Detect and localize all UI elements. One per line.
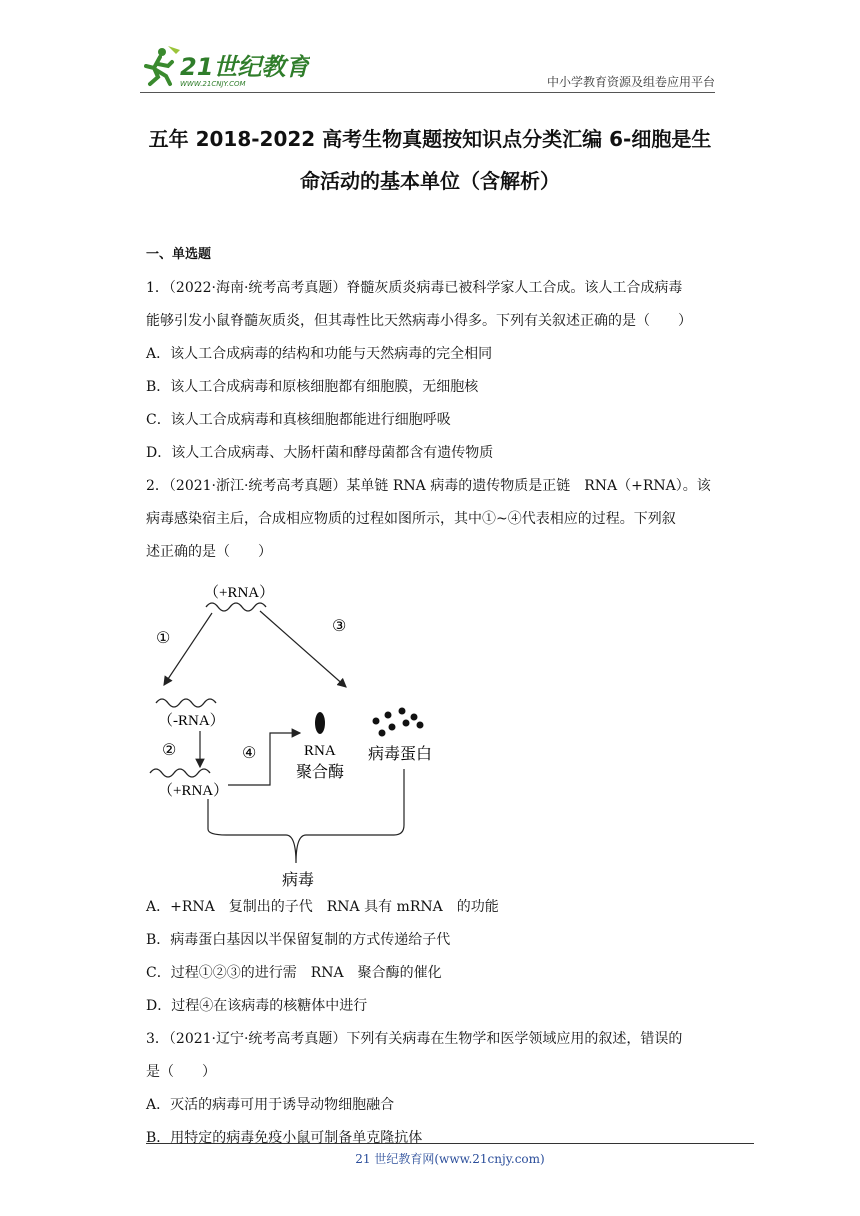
option-a: A．灭活的病毒可用于诱导动物细胞融合 bbox=[146, 1097, 395, 1113]
question-1 bbox=[146, 272, 716, 470]
option-d: D．该人工合成病毒、大肠杆菌和酵母菌都含有遗传物质 bbox=[146, 445, 494, 461]
site-logo[interactable] bbox=[140, 44, 310, 92]
document-body bbox=[146, 238, 716, 1155]
option-d: D．过程④在该病毒的核糖体中进行 bbox=[146, 998, 368, 1014]
title-line-2: 命活动的基本单位（含解析） bbox=[300, 169, 560, 193]
section-heading: 一、单选题 bbox=[146, 247, 212, 262]
question-3 bbox=[146, 1023, 716, 1155]
arrow-step-1 bbox=[164, 613, 212, 685]
option-b: B．病毒蛋白基因以半保留复制的方式传递给子代 bbox=[146, 932, 451, 948]
question-text-line: 能够引发小鼠脊髓灰质炎，但其毒性比天然病毒小得多。下列有关叙述正确的是（ ） bbox=[146, 313, 692, 329]
svg-text:WWW.21CNJY.COM: WWW.21CNJY.COM bbox=[180, 80, 246, 88]
title-line-1: 五年 2018-2022 高考生物真题按知识点分类汇编 6-细胞是生 bbox=[148, 127, 712, 151]
footer-link[interactable]: 21 世纪教育网(www.21cnjy.com) bbox=[355, 1152, 545, 1166]
rna-polymerase-shape bbox=[315, 712, 325, 734]
document-title bbox=[120, 118, 740, 202]
plus-rna-strand-bottom bbox=[150, 769, 210, 777]
virus-protein-dots bbox=[373, 708, 424, 737]
question-text-line: 是（ ） bbox=[146, 1064, 216, 1080]
arrow-step-4 bbox=[228, 733, 300, 785]
question-text-line: 病毒感染宿主后，合成相应物质的过程如图所示，其中①~④代表相应的过程。下列叙 bbox=[146, 511, 676, 527]
question-text-line: 2．（2021·浙江·统考高考真题）某单链 RNA 病毒的遗传物质是正链 RNA（+RNA）。该 bbox=[146, 478, 711, 494]
runner-icon bbox=[146, 46, 180, 84]
page-header bbox=[140, 40, 715, 92]
question-text-line: 3．（2021·辽宁·统考高考真题）下列有关病毒在生物学和医学领域应用的叙述，错误的 bbox=[146, 1031, 683, 1047]
minus-rna-strand bbox=[156, 699, 216, 707]
plus-rna-bottom-label: （+RNA） bbox=[158, 783, 229, 799]
step-3-label: ③ bbox=[332, 616, 347, 635]
site-tagline: 中小学教育资源及组卷应用平台 bbox=[546, 75, 715, 89]
page-footer bbox=[146, 1143, 754, 1167]
step-2-label: ② bbox=[162, 740, 177, 759]
minus-rna-label: （-RNA） bbox=[158, 713, 225, 729]
virus-protein-label: 病毒蛋白 bbox=[368, 744, 433, 763]
question-text-line: 1．（2022·海南·统考高考真题）脊髓灰质炎病毒已被科学家人工合成。该人工合成病毒 bbox=[146, 280, 683, 296]
plus-rna-strand-top bbox=[206, 603, 266, 611]
footer-divider bbox=[146, 1143, 754, 1144]
option-a: A．+RNA 复制出的子代 RNA 具有 mRNA 的功能 bbox=[146, 899, 499, 915]
option-c: C．该人工合成病毒和真核细胞都能进行细胞呼吸 bbox=[146, 412, 451, 428]
polymerase-label: 聚合酶 bbox=[296, 762, 345, 781]
plus-rna-top-label: （+RNA） bbox=[204, 585, 275, 601]
svg-text:21世纪教育: 21世纪教育 bbox=[180, 53, 310, 81]
question-text-line: 述正确的是（ ） bbox=[146, 544, 272, 560]
rna-label: RNA bbox=[304, 743, 336, 759]
question-2 bbox=[146, 470, 716, 1023]
step-1-label: ① bbox=[156, 628, 171, 647]
virus-label: 病毒 bbox=[282, 870, 315, 889]
virus-brace bbox=[208, 769, 404, 863]
option-b: B．用特定的病毒免疫小鼠可制备单克隆抗体 bbox=[146, 1130, 423, 1146]
option-b: B．该人工合成病毒和原核细胞都有细胞膜，无细胞核 bbox=[146, 379, 479, 395]
rna-virus-diagram bbox=[146, 573, 716, 891]
step-4-label: ④ bbox=[242, 743, 257, 762]
option-a: A．该人工合成病毒的结构和功能与天然病毒的完全相同 bbox=[146, 346, 493, 362]
header-divider bbox=[140, 92, 715, 93]
option-c: C．过程①②③的进行需 RNA 聚合酶的催化 bbox=[146, 965, 442, 981]
